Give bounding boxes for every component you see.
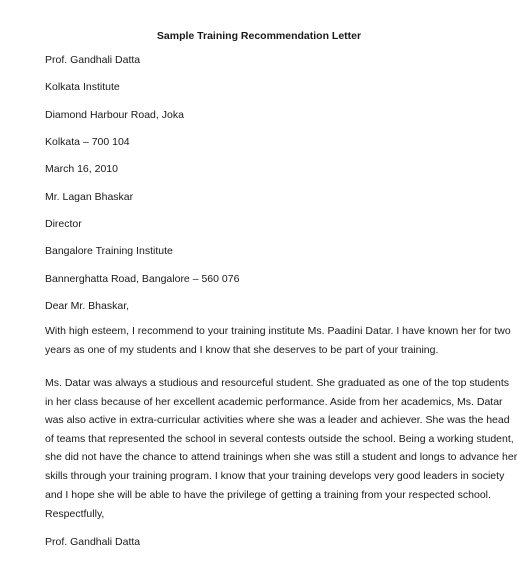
sender-name: Prof. Gandhali Datta: [45, 54, 141, 66]
paragraph-line: was also active in extra-curricular activities where she was a leader and achiever. She was the head: [45, 414, 510, 427]
paragraph-line: skills through your training program. I know that your training develops very good leaders in society: [45, 469, 505, 482]
paragraph-body: [45, 374, 518, 504]
letter-date: March 16, 2010: [45, 163, 118, 175]
recipient-name: Mr. Lagan Bhaskar: [45, 191, 134, 203]
letter-title: Sample Training Recommendation Letter: [156, 30, 362, 42]
paragraph-line: Ms. Datar was always a studious and resourceful student. She graduated as one of the top students: [45, 377, 510, 389]
closing: Respectfully,: [45, 508, 105, 520]
paragraph-intro: [45, 322, 511, 359]
paragraph-line: With high esteem, I recommend to your training institute Ms. Paadini Datar. I have known her for two: [45, 325, 511, 337]
salutation: Dear Mr. Bhaskar,: [45, 300, 130, 312]
paragraph-line: she did not have the chance to attend trainings when she was still a student and longs to advance her: [45, 451, 518, 464]
signature-name: Prof. Gandhali Datta: [45, 536, 141, 548]
sender-street: Diamond Harbour Road, Joka: [45, 109, 184, 121]
recipient-street: Bannerghatta Road, Bangalore – 560 076: [45, 273, 240, 285]
paragraph-line: of teams that represented the school in several contests outside the school. Being a working student,: [45, 432, 514, 445]
paragraph-line: and I hope she will be able to have the privilege of getting a training from your respected school.: [45, 488, 491, 501]
sender-city: Kolkata – 700 104: [45, 136, 130, 148]
paragraph-line: years as one of my students and I know that she deserves to be part of your training.: [45, 343, 439, 356]
recipient-title: Director: [45, 218, 82, 230]
paragraph-line: in her class because of her excellent academic performance. Aside from her academics, Ms. Datar: [45, 395, 503, 408]
sender-institute: Kolkata Institute: [45, 81, 120, 93]
recipient-institute: Bangalore Training Institute: [45, 245, 173, 257]
